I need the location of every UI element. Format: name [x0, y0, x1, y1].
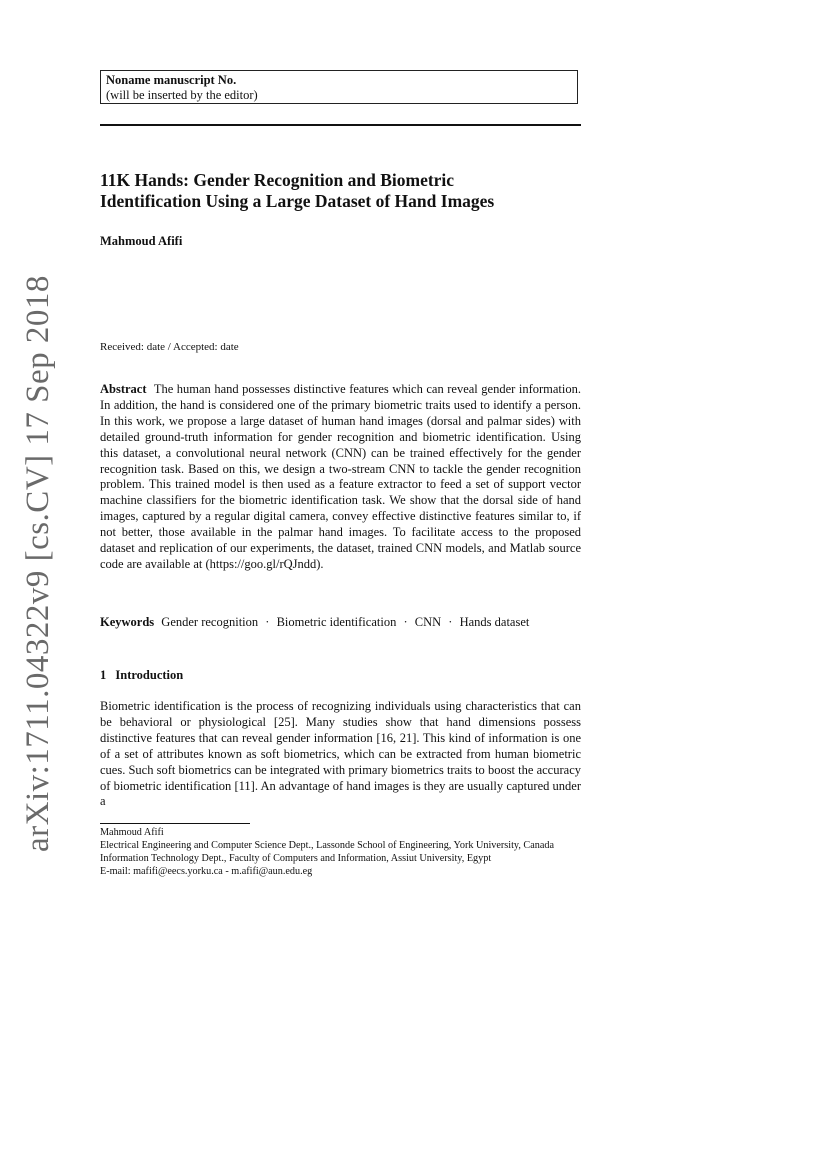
keyword: Hands dataset: [459, 615, 530, 629]
paper-title: [100, 170, 600, 212]
manuscript-number: Noname manuscript No.: [106, 73, 237, 87]
abstract-label: Abstract: [100, 382, 147, 396]
section-heading-introduction: [100, 668, 183, 683]
manuscript-box: [100, 70, 578, 104]
header-rule: [100, 124, 581, 126]
arxiv-identifier: arXiv:1711.04322v9 [cs.CV] 17 Sep 2018: [20, 275, 56, 852]
author-name: Mahmoud Afifi: [100, 234, 183, 248]
keyword: Gender recognition: [161, 615, 259, 629]
section-title: Introduction: [115, 668, 184, 682]
footnote-author: Mahmoud Afifi: [100, 827, 164, 838]
section-number: 1: [100, 668, 107, 682]
introduction-paragraph: Biometric identification is the process of recognizing individuals using characteristics that can be behavioral or physiological [25]. Many studies show that hand dimensions possess distinctive features that can reveal gender information [16, 21]. This kind of information is one of a set of attributes known as soft biometrics, which can be extracted from human biometric cues. Such soft biometrics can be integrated with primary biometrics traits to boost the accuracy of biometric identification [11]. An advantage of hand images is they are usually captured under a: [100, 699, 581, 809]
title-line-1: 11K Hands: Gender Recognition and Biometric: [100, 170, 455, 190]
footnote-affiliation-2: Information Technology Dept., Faculty of Computers and Information, Assiut University, Egypt: [100, 852, 492, 864]
received-accepted-date: Received: date / Accepted: date: [100, 341, 239, 353]
keyword: CNN: [414, 615, 442, 629]
keywords: [100, 615, 590, 630]
keyword-separator: ·: [448, 615, 453, 629]
keyword: Biometric identification: [276, 615, 397, 629]
abstract: [100, 382, 581, 573]
abstract-text: The human hand possesses distinctive features which can reveal gender information. In addition, the hand is considered one of the primary biometric traits used to identify a person. In this work, we propose a large dataset of human hand images (dorsal and palmar sides) with detailed ground-truth information for gender recognition and biometric identification. Using this dataset, a convolutional neural network (CNN) can be trained effectively for the gender recognition task. Based on this, we design a two-stream CNN to tackle the gender recognition problem. This trained model is then used as a feature extractor to feed a set of support vector machine classifiers for the biometric identification task. We show that the dorsal side of hand images, captured by a regular digital camera, convey effective distinctive features similar to, if not better, those available in the palmar hand images. To facilitate access to the proposed dataset and replication of our experiments, the dataset, trained CNN models, and Matlab source code are available at (https://goo.gl/rQJndd).: [100, 382, 581, 571]
title-line-2: Identification Using a Large Dataset of Hand Images: [100, 191, 495, 211]
manuscript-editor-note: (will be inserted by the editor): [106, 88, 258, 102]
keyword-separator: ·: [403, 615, 408, 629]
keywords-label: Keywords: [100, 615, 155, 629]
footnote-email: E-mail: mafifi@eecs.yorku.ca - m.afifi@aun.edu.eg: [100, 865, 313, 877]
footnote-rule: [100, 823, 250, 824]
author-footnote: [100, 827, 581, 879]
keyword-separator: ·: [265, 615, 270, 629]
footnote-affiliation-1: Electrical Engineering and Computer Science Dept., Lassonde School of Engineering, York University, Canada: [100, 839, 554, 851]
